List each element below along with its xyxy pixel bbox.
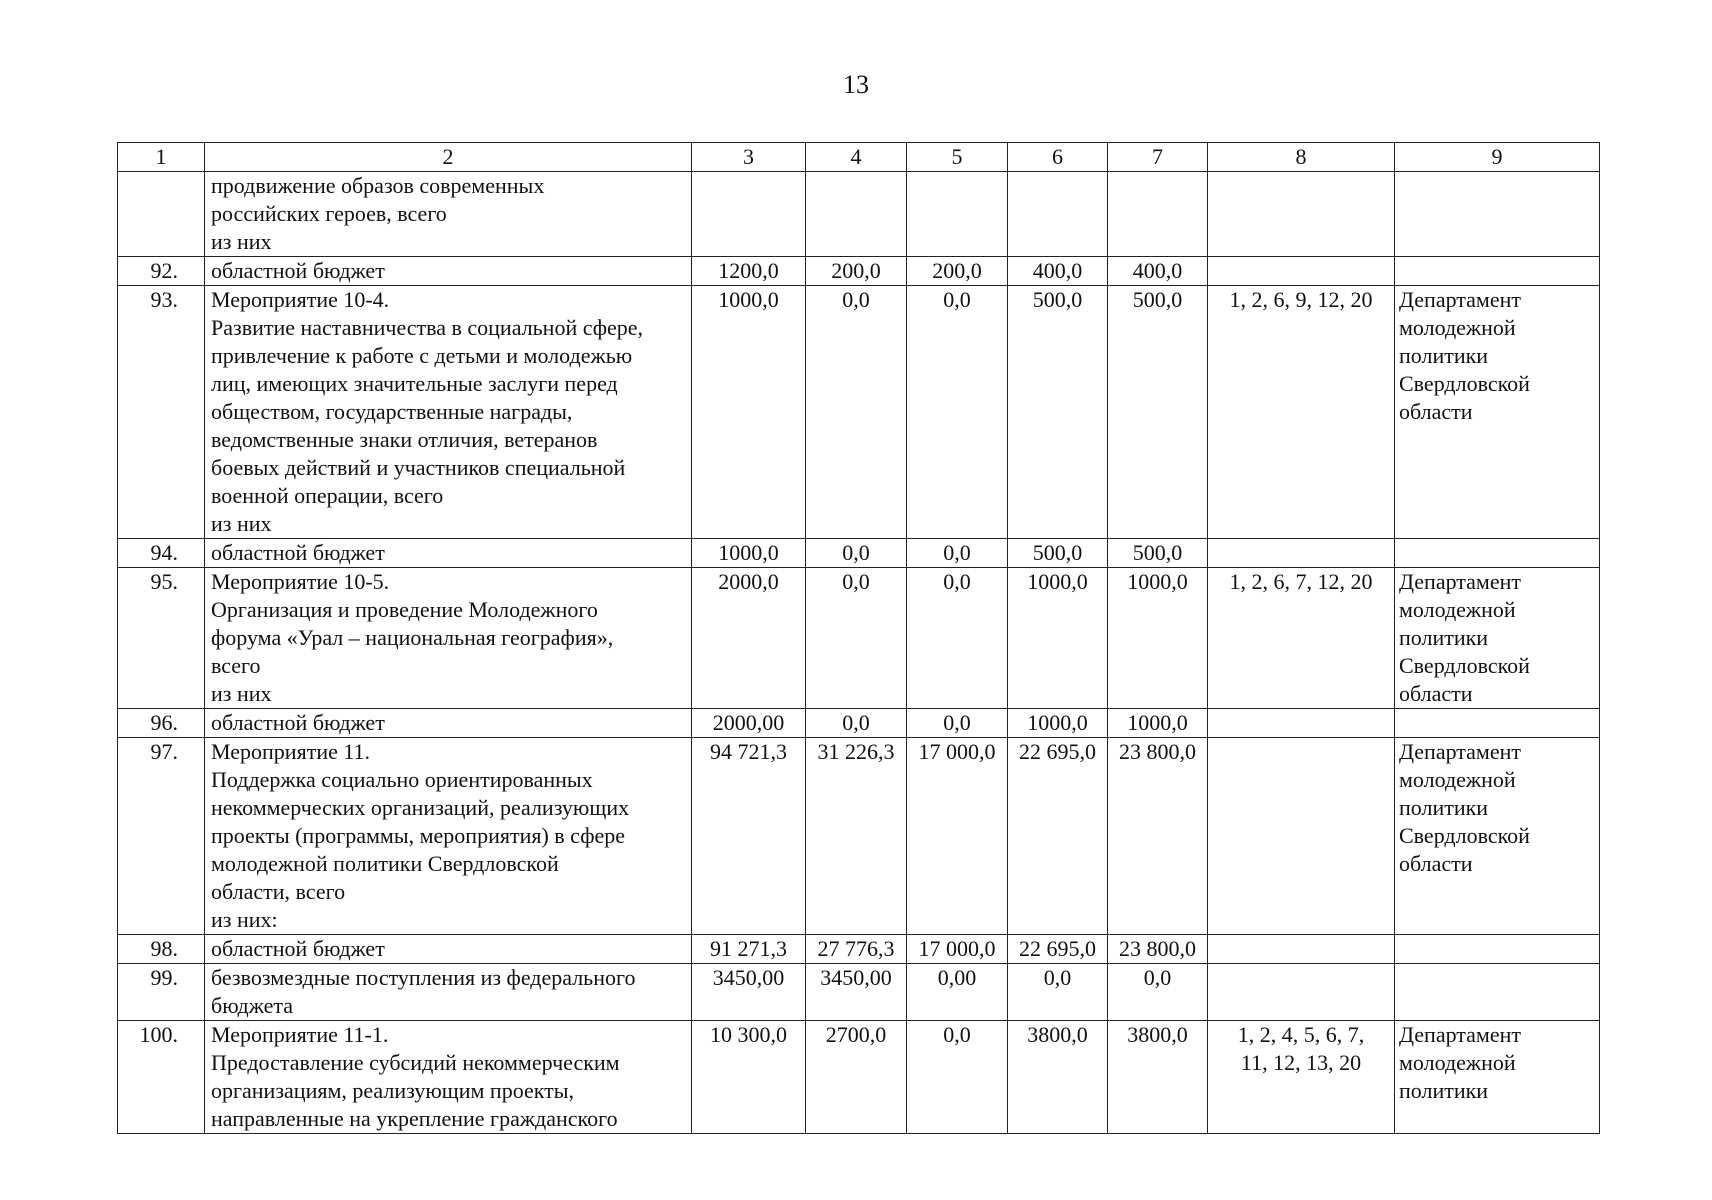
cell-row-number: 97. <box>118 738 205 935</box>
cell-year-1: 0,0 <box>806 286 907 539</box>
cell-year-3 <box>1008 172 1108 257</box>
cell-total: 10 300,0 <box>692 1021 806 1134</box>
cell-target-codes <box>1208 709 1395 738</box>
cell-target-codes <box>1208 172 1395 257</box>
cell-responsible <box>1395 964 1600 1021</box>
header-cell: 8 <box>1208 143 1395 172</box>
cell-responsible: Департамент молодежной политики Свердловской области <box>1395 568 1600 709</box>
cell-target-codes: 1, 2, 4, 5, 6, 7, 11, 12, 13, 20 <box>1208 1021 1395 1134</box>
cell-row-number: 100. <box>118 1021 205 1134</box>
cell-year-1 <box>806 172 907 257</box>
cell-total: 94 721,3 <box>692 738 806 935</box>
cell-year-3: 22 695,0 <box>1008 738 1108 935</box>
cell-description: Мероприятие 10-5. Организация и проведение Молодежного форума «Урал – национальная география», всего из них <box>205 568 692 709</box>
cell-responsible <box>1395 539 1600 568</box>
table-row <box>118 286 1600 539</box>
cell-row-number: 99. <box>118 964 205 1021</box>
header-cell: 7 <box>1108 143 1208 172</box>
header-cell: 5 <box>907 143 1008 172</box>
cell-responsible: Департамент молодежной политики <box>1395 1021 1600 1134</box>
cell-row-number: 93. <box>118 286 205 539</box>
cell-description: областной бюджет <box>205 257 692 286</box>
page-number: 13 <box>843 70 869 99</box>
header-cell: 3 <box>692 143 806 172</box>
cell-year-1: 0,0 <box>806 709 907 738</box>
cell-responsible <box>1395 935 1600 964</box>
header-cell: 9 <box>1395 143 1600 172</box>
cell-year-2: 0,0 <box>907 709 1008 738</box>
cell-year-4: 3800,0 <box>1108 1021 1208 1134</box>
header-cell: 1 <box>118 143 205 172</box>
cell-year-1: 200,0 <box>806 257 907 286</box>
cell-description: Мероприятие 11. Поддержка социально ориентированных некоммерческих организаций, реализующих проекты (программы, мероприятия) в сфере молодежной политики Свердловской области, всего из них: <box>205 738 692 935</box>
cell-year-4: 1000,0 <box>1108 568 1208 709</box>
cell-target-codes <box>1208 257 1395 286</box>
cell-description: Мероприятие 10-4. Развитие наставничества в социальной сфере, привлечение к работе с детьми и молодежью лиц, имеющих значительные заслуги перед обществом, государственные награды, ведомственные знаки отличия, ветеранов боевых действий и участников специальной военной операции, всего из них <box>205 286 692 539</box>
cell-target-codes <box>1208 935 1395 964</box>
table-row <box>118 935 1600 964</box>
cell-year-1: 2700,0 <box>806 1021 907 1134</box>
cell-responsible <box>1395 709 1600 738</box>
cell-year-3: 22 695,0 <box>1008 935 1108 964</box>
cell-year-2: 0,00 <box>907 964 1008 1021</box>
cell-year-2: 0,0 <box>907 286 1008 539</box>
cell-target-codes: 1, 2, 6, 9, 12, 20 <box>1208 286 1395 539</box>
header-cell: 6 <box>1008 143 1108 172</box>
cell-year-2: 0,0 <box>907 568 1008 709</box>
cell-year-1: 0,0 <box>806 568 907 709</box>
cell-responsible <box>1395 257 1600 286</box>
cell-responsible: Департамент молодежной политики Свердловской области <box>1395 286 1600 539</box>
budget-table <box>117 142 1600 1134</box>
cell-target-codes <box>1208 539 1395 568</box>
header-row <box>118 143 1600 172</box>
cell-year-4: 400,0 <box>1108 257 1208 286</box>
cell-description: областной бюджет <box>205 935 692 964</box>
cell-total: 2000,0 <box>692 568 806 709</box>
table-body <box>118 143 1600 1134</box>
cell-responsible <box>1395 172 1600 257</box>
cell-year-3: 3800,0 <box>1008 1021 1108 1134</box>
cell-description: Мероприятие 11-1. Предоставление субсидий некоммерческим организациям, реализующим проекты, направленные на укрепление гражданского <box>205 1021 692 1134</box>
cell-year-1: 0,0 <box>806 539 907 568</box>
cell-year-2: 17 000,0 <box>907 738 1008 935</box>
table-row <box>118 172 1600 257</box>
cell-year-4: 1000,0 <box>1108 709 1208 738</box>
cell-year-3: 1000,0 <box>1008 568 1108 709</box>
cell-year-2: 200,0 <box>907 257 1008 286</box>
cell-total: 1200,0 <box>692 257 806 286</box>
cell-year-1: 27 776,3 <box>806 935 907 964</box>
cell-total: 91 271,3 <box>692 935 806 964</box>
cell-target-codes <box>1208 964 1395 1021</box>
cell-year-2: 0,0 <box>907 539 1008 568</box>
cell-total: 3450,00 <box>692 964 806 1021</box>
cell-year-3: 400,0 <box>1008 257 1108 286</box>
cell-year-1: 31 226,3 <box>806 738 907 935</box>
table-row <box>118 1021 1600 1134</box>
cell-target-codes: 1, 2, 6, 7, 12, 20 <box>1208 568 1395 709</box>
cell-total: 2000,00 <box>692 709 806 738</box>
cell-total: 1000,0 <box>692 286 806 539</box>
header-cell: 2 <box>205 143 692 172</box>
table-row <box>118 257 1600 286</box>
cell-year-3: 500,0 <box>1008 539 1108 568</box>
cell-row-number: 94. <box>118 539 205 568</box>
cell-row-number: 95. <box>118 568 205 709</box>
table-row <box>118 539 1600 568</box>
cell-responsible: Департамент молодежной политики Свердловской области <box>1395 738 1600 935</box>
cell-year-4: 500,0 <box>1108 286 1208 539</box>
cell-year-4: 0,0 <box>1108 964 1208 1021</box>
cell-description: безвозмездные поступления из федерального бюджета <box>205 964 692 1021</box>
cell-year-3: 0,0 <box>1008 964 1108 1021</box>
cell-total <box>692 172 806 257</box>
cell-row-number: 98. <box>118 935 205 964</box>
cell-year-1: 3450,00 <box>806 964 907 1021</box>
cell-description: продвижение образов современных российских героев, всего из них <box>205 172 692 257</box>
cell-row-number: 96. <box>118 709 205 738</box>
cell-target-codes <box>1208 738 1395 935</box>
cell-year-4: 23 800,0 <box>1108 935 1208 964</box>
table-row <box>118 964 1600 1021</box>
cell-year-3: 500,0 <box>1008 286 1108 539</box>
cell-year-2 <box>907 172 1008 257</box>
table-row <box>118 738 1600 935</box>
cell-description: областной бюджет <box>205 539 692 568</box>
cell-year-4: 23 800,0 <box>1108 738 1208 935</box>
table-row <box>118 568 1600 709</box>
cell-year-4 <box>1108 172 1208 257</box>
cell-year-2: 0,0 <box>907 1021 1008 1134</box>
cell-row-number: 92. <box>118 257 205 286</box>
table-row <box>118 709 1600 738</box>
cell-row-number <box>118 172 205 257</box>
cell-year-3: 1000,0 <box>1008 709 1108 738</box>
cell-total: 1000,0 <box>692 539 806 568</box>
cell-year-4: 500,0 <box>1108 539 1208 568</box>
header-cell: 4 <box>806 143 907 172</box>
cell-year-2: 17 000,0 <box>907 935 1008 964</box>
cell-description: областной бюджет <box>205 709 692 738</box>
